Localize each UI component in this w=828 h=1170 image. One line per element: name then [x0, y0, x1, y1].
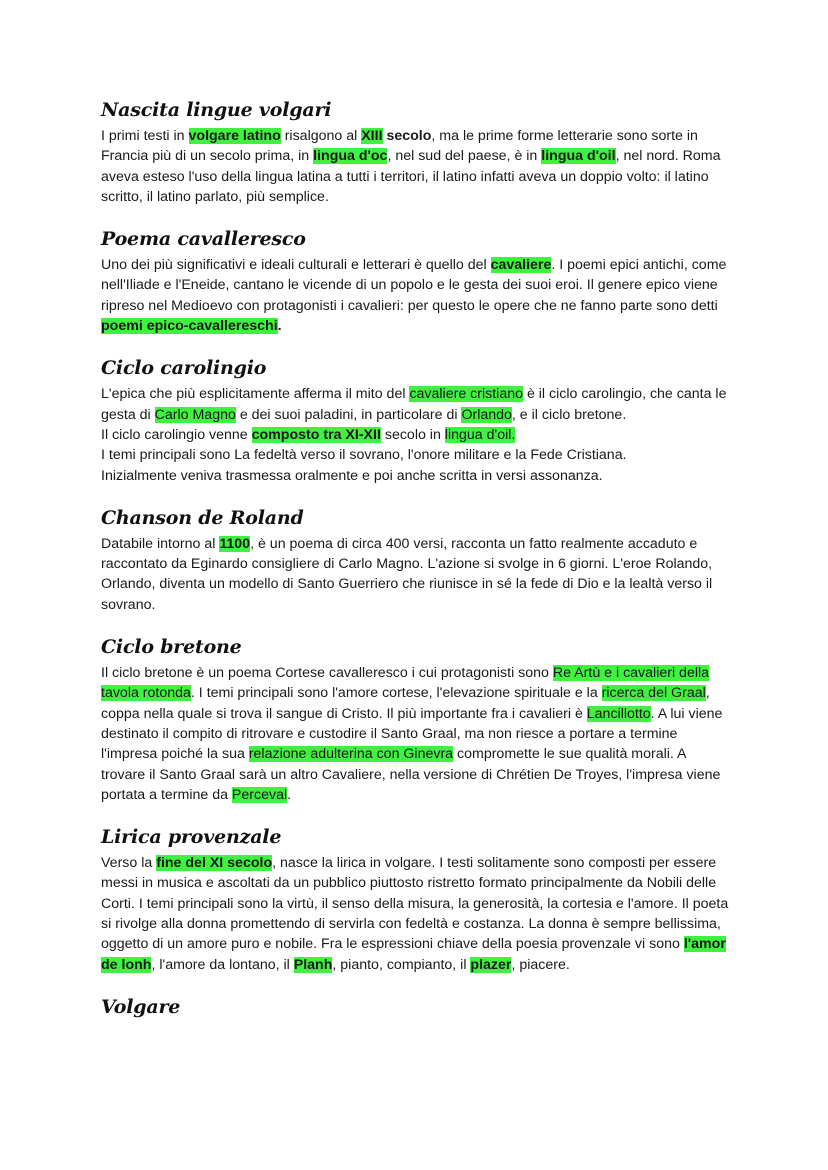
text-run: .: [277, 318, 282, 335]
text-run: , l'amore da lontano, il: [151, 956, 294, 973]
text-run: . A lui viene destinato il compito di ritrovare e custodire il Santo Graal, ma non riesce a portare a termine l'impresa poiché la sua: [101, 705, 723, 763]
section-body: [101, 663, 731, 805]
highlighted-term: relazione adulterina con Ginevra: [248, 746, 454, 763]
highlighted-term: Re Artù e i cavalieri della tavola rotonda: [101, 665, 710, 702]
highlighted-term: fine del XI secolo: [156, 855, 273, 872]
highlighted-term: XIII: [361, 128, 383, 144]
highlighted-term: l'amor de lonh: [101, 936, 726, 973]
highlighted-term: Carlo Magno: [154, 406, 236, 423]
text-run: . I temi principali sono l'amore cortese, l'elevazione spirituale e la: [190, 685, 602, 702]
section-title: Ciclo bretone: [101, 636, 242, 659]
section-nascita-lingue-volgari: [101, 96, 731, 207]
section-title: Lirica provenzale: [101, 826, 282, 849]
text-run: L'epica che più esplicitamente afferma il mito del: [101, 386, 410, 403]
text-run: , piacere.: [511, 956, 570, 973]
section-title: Poema cavalleresco: [101, 228, 306, 251]
section-poema-cavalleresco: [101, 225, 731, 336]
section-title: Nascita lingue volgari: [101, 99, 332, 121]
text-run: e dei suoi paladini, in particolare di: [235, 406, 462, 423]
highlighted-term: 1100: [219, 535, 251, 552]
highlighted-term: composto tra XI-XII: [251, 426, 381, 443]
text-run: Inizialmente veniva trasmessa oralmente e poi anche scritta in versi assonanza.: [101, 467, 603, 484]
text-run: è il ciclo carolingio, che canta le gesta di: [101, 386, 727, 423]
section-title: Ciclo carolingio: [101, 357, 267, 380]
section-body: [101, 853, 731, 975]
highlighted-term: lingua d'oc: [313, 148, 388, 165]
text-run: secolo: [382, 128, 432, 144]
highlighted-term: lingua d'oil: [541, 148, 616, 165]
text-run: , coppa nella quale si trova il sangue di Cristo. Il più importante fra i cavalieri è: [101, 685, 710, 722]
section-title: Chanson de Roland: [101, 506, 304, 529]
highlighted-term: ricerca del Graal: [601, 685, 706, 702]
section-chanson-de-roland: [101, 504, 731, 615]
highlighted-term: volgare latino: [188, 128, 281, 144]
text-run: Databile intorno al: [101, 535, 220, 552]
text-run: Verso la: [101, 855, 157, 872]
text-run: I temi principali sono La fedeltà verso il sovrano, l'onore militare e la Fede Cristiana.: [101, 447, 627, 464]
text-run: . I poemi epici antichi, come nell'Iliade e l'Eneide, cantano le vicende di un popolo e le gesta dei suoi eroi. Il genere epico viene ripreso nel Medioevo con protagonisti i cavalieri: per questo le opere che ne fanno parte sono detti: [101, 257, 727, 314]
text-run: , pianto, compianto, il: [332, 956, 471, 973]
section-body: [101, 534, 731, 615]
highlighted-term: Orlando: [461, 406, 512, 423]
document-page: [101, 96, 731, 1039]
section-volgare: [101, 993, 731, 1021]
text-run: Il ciclo carolingio venne: [101, 426, 252, 443]
text-run: , nel sud del paese, è in: [387, 148, 542, 165]
section-ciclo-bretone: [101, 633, 731, 805]
section-body: [101, 384, 731, 485]
section-body: [101, 126, 731, 207]
text-run: .: [287, 786, 292, 803]
text-run: I primi testi in: [101, 128, 189, 144]
text-run: , ma le prime forme letterarie sono sorte in Francia più di un secolo prima, in: [101, 128, 698, 165]
highlighted-term: cavaliere: [490, 257, 552, 274]
highlighted-term: Lancillotto: [586, 705, 651, 722]
highlighted-term: plazer: [470, 956, 512, 973]
text-run: Il ciclo bretone è un poema Cortese cavalleresco i cui protagonisti sono: [101, 665, 553, 682]
section-title: Volgare: [101, 995, 181, 1018]
text-run: , nel nord. Roma aveva esteso l'uso della lingua latina a tutti i territori, il latino infatti aveva un doppio volto: il latino scritto, il latino parlato, più semplice.: [101, 148, 721, 205]
text-run: , nasce la lirica in volgare. I testi solitamente sono composti per essere messi in musica e ascoltati da un pubblico piuttosto ristretto formato principalmente da Nobili delle Corti. I temi principali sono la virtù, il senso della misura, la generosità, la cortesia e l'amore. Il poeta si rivolge alla donna promettendo di servirla con fedeltà e costanza. La donna è sempre bellissima, oggetto di un amore puro e nobile. Fra le espressioni chiave della poesia provenzale vi sono: [101, 855, 729, 953]
text-run: , e il ciclo bretone.: [511, 406, 627, 423]
highlighted-term: Perceval: [231, 786, 288, 803]
section-ciclo-carolingio: [101, 354, 731, 485]
highlighted-term: Planh: [293, 956, 333, 973]
text-run: compromette le sue qualità morali. A trovare il Santo Graal sarà un altro Cavaliere, nella versione di Chrétien De Troyes, l'impresa viene portata a termine da: [101, 746, 721, 803]
highlighted-term: lingua d'oil.: [444, 426, 516, 443]
text-run: risalgono al: [280, 128, 362, 144]
text-run: Uno dei più significativi e ideali culturali e letterari è quello del: [101, 257, 491, 274]
text-run: , è un poema di circa 400 versi, racconta un fatto realmente accaduto e raccontato da Eginardo consigliere di Carlo Magno. L'azione si svolge in 6 giorni. L'eroe Rolando, Orlando, diventa un modello di Santo Guerriero che riunisce in sé la fede di Dio e la lealtà verso il sovrano.: [101, 535, 713, 613]
highlighted-term: cavaliere cristiano: [409, 386, 523, 403]
text-run: secolo in: [380, 426, 445, 443]
highlighted-term: poemi epico-cavallereschi: [101, 318, 278, 335]
section-lirica-provenzale: [101, 823, 731, 975]
section-body: [101, 255, 731, 336]
